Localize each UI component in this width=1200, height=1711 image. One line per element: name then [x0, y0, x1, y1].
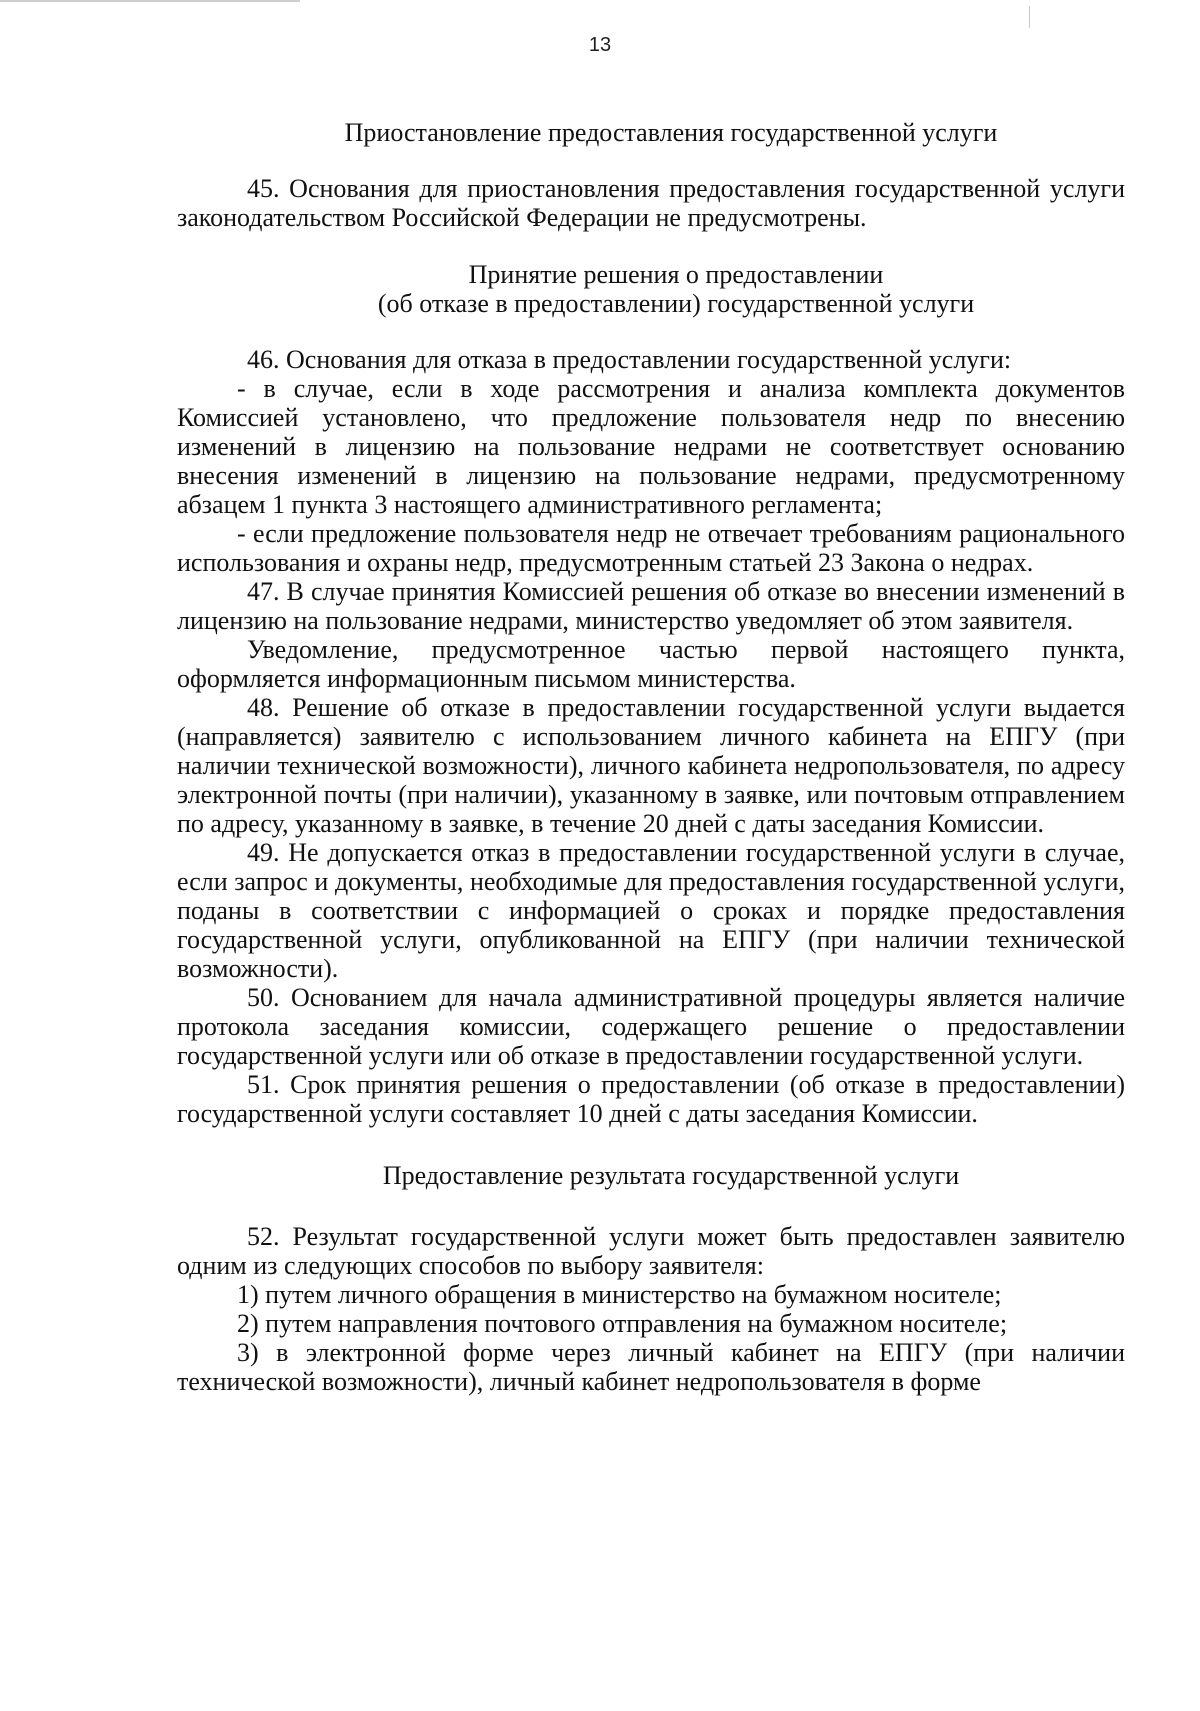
- section-heading-decision: [177, 260, 1125, 318]
- paragraph-47: 47. В случае принятия Комиссией решения об отказе во внесении изменений в лицензию на пользование недрами, министерство уведомляет об этом заявителя.: [177, 577, 1125, 635]
- paragraph-46-item-b: - если предложение пользователя недр не отвечает требованиям рационального использования и охраны недр, предусмотренным статьей 23 Закона о недрах.: [177, 519, 1125, 577]
- paragraph-52-item-2: 2) путем направления почтового отправления на бумажном носителе;: [237, 1309, 1008, 1338]
- paragraph-48: 48. Решение об отказе в предоставлении государственной услуги выдается (направляется) заявителю с использованием личного кабинета на ЕПГУ (при наличии технической возможности), личного кабинета недропользователя, по адресу электронной почты (при наличии), указанному в заявке, или почтовым отправлением по адресу, указанному в заявке, в течение 20 дней с даты заседания Комиссии.: [177, 693, 1125, 838]
- paragraph-51: 51. Срок принятия решения о предоставлении (об отказе в предоставлении) государственной услуги составляет 10 дней с даты заседания Комиссии.: [177, 1070, 1125, 1128]
- scan-mark: [1029, 6, 1030, 28]
- paragraph-52-item-1: 1) путем личного обращения в министерство на бумажном носителе;: [237, 1280, 1002, 1309]
- paragraph-49: 49. Не допускается отказ в предоставлении государственной услуги в случае, если запрос и документы, необходимые для предоставления государственной услуги, поданы в соответствии с информацией о сроках и порядке предоставления государственной услуги, опубликованной на ЕПГУ (при наличии технической возможности).: [177, 838, 1125, 983]
- page-number: 13: [588, 34, 612, 56]
- paragraph-52: 52. Результат государственной услуги может быть предоставлен заявителю одним из следующих способов по выбору заявителя:: [177, 1222, 1125, 1280]
- section-heading-result: Предоставление результата государственной услуги: [382, 1161, 960, 1190]
- paragraph-45: 45. Основания для приостановления предоставления государственной услуги законодательством Российской Федерации не предусмотрены.: [177, 174, 1125, 232]
- section-heading-suspension: Приостановление предоставления государственной услуги: [344, 118, 998, 147]
- section-heading-decision-line-1: Принятие решения о предоставлении: [468, 260, 884, 289]
- paragraph-47-notice: Уведомление, предусмотренное частью первой настоящего пункта, оформляется информационным письмом министерства.: [177, 635, 1125, 693]
- paragraph-52-item-3: 3) в электронной форме через личный кабинет на ЕПГУ (при наличии технической возможности), личный кабинет недропользователя в форме: [177, 1338, 1125, 1396]
- document-body: [177, 118, 1125, 1396]
- section-heading-decision-line-2: (об отказе в предоставлении) государственной услуги: [377, 289, 975, 318]
- paragraph-46: 46. Основания для отказа в предоставлении государственной услуги:: [247, 345, 1012, 374]
- scan-edge-line: [0, 0, 300, 2]
- paragraph-46-item-a: - в случае, если в ходе рассмотрения и анализа комплекта документов Комиссией установлено, что предложение пользователя недр по внесению изменений в лицензию на пользование недрами не соответствует основанию внесения изменений в лицензию на пользование недрами, предусмотренному абзацем 1 пункта 3 настоящего административного регламента;: [177, 374, 1125, 519]
- paragraph-50: 50. Основанием для начала административной процедуры является наличие протокола заседания комиссии, содержащего решение о предоставлении государственной услуги или об отказе в предоставлении государственной услуги.: [177, 983, 1125, 1070]
